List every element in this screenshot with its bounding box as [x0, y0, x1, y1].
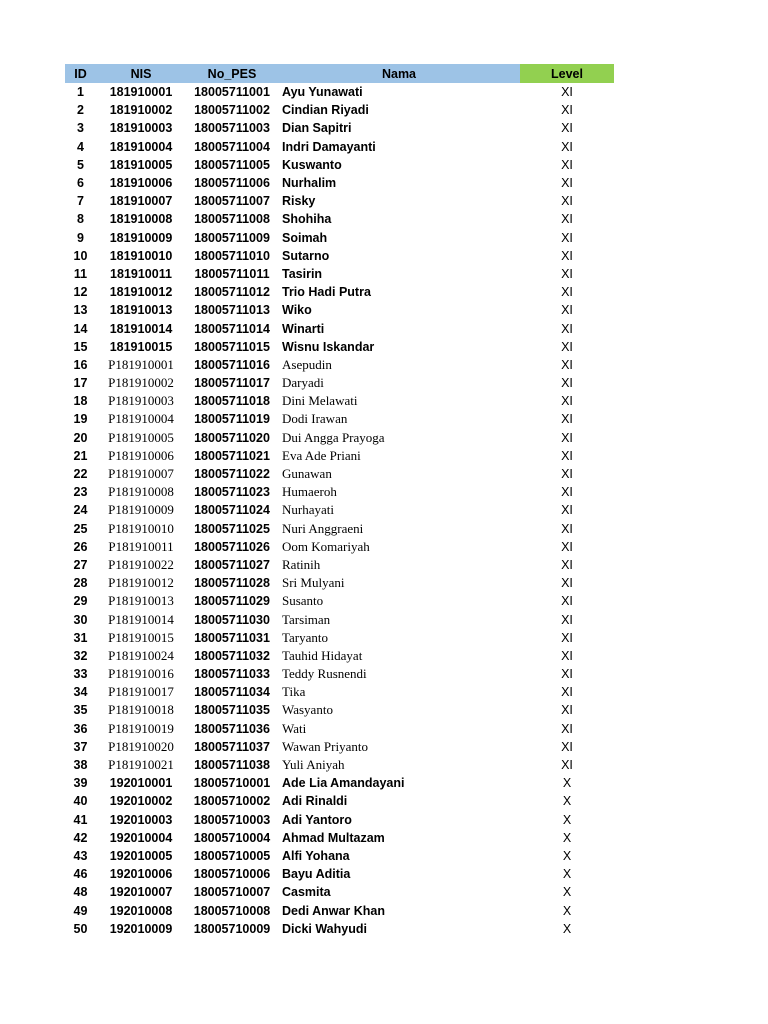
table-row	[65, 447, 614, 465]
cell-nis: P181910024	[108, 647, 174, 663]
cell-no-pes: 18005711037	[194, 739, 270, 754]
header-nis: NIS	[96, 64, 186, 83]
cell-nama: Teddy Rusnendi	[282, 666, 367, 682]
cell-no-pes: 18005710001	[193, 776, 271, 791]
cell-level: XI	[561, 594, 573, 609]
cell-nis: 192010007	[109, 885, 173, 900]
cell-nis: 181910006	[109, 176, 173, 191]
cell-no-pes: 18005711031	[194, 630, 270, 645]
cell-id: 27	[73, 557, 88, 572]
cell-nama: Indri Damayanti	[282, 139, 376, 154]
cell-no-pes: 18005711022	[194, 467, 270, 482]
cell-id: 7	[77, 194, 84, 209]
cell-id: 6	[77, 176, 84, 191]
table-row	[65, 174, 614, 192]
cell-level: XI	[561, 266, 573, 281]
cell-id: 49	[73, 903, 88, 918]
cell-nama: Adi Rinaldi	[282, 794, 348, 809]
cell-nama: Wiko	[282, 303, 312, 318]
cell-level: XI	[561, 357, 573, 372]
cell-nis: 192010003	[109, 812, 173, 827]
table-row	[65, 429, 614, 447]
table-row	[65, 301, 614, 319]
cell-nama: Shohiha	[282, 212, 332, 227]
cell-nama: Dodi Irawan	[282, 411, 348, 427]
table-row	[65, 683, 614, 701]
cell-nis: P181910005	[108, 429, 174, 445]
cell-nis: P181910020	[108, 738, 174, 754]
cell-no-pes: 18005711027	[194, 557, 270, 572]
cell-nama: Risky	[282, 194, 316, 209]
table-row	[65, 229, 614, 247]
cell-nama: Nurhayati	[282, 502, 334, 518]
cell-nis: P181910014	[108, 611, 174, 627]
cell-nama: Asepudin	[282, 356, 332, 372]
cell-level: XI	[561, 467, 573, 482]
cell-id: 9	[77, 230, 84, 245]
table-row	[65, 83, 614, 101]
cell-level: XI	[561, 194, 573, 209]
cell-no-pes: 18005711002	[194, 103, 270, 118]
cell-id: 42	[73, 830, 88, 845]
cell-no-pes: 18005711033	[194, 667, 270, 682]
cell-no-pes: 18005711008	[194, 212, 270, 227]
cell-no-pes: 18005711025	[194, 521, 270, 536]
cell-no-pes: 18005711006	[194, 176, 270, 191]
cell-no-pes: 18005710007	[193, 885, 271, 900]
table-row	[65, 629, 614, 647]
table-row	[65, 901, 614, 919]
cell-no-pes: 18005711023	[194, 485, 270, 500]
cell-level: XI	[561, 103, 573, 118]
cell-no-pes: 18005711013	[194, 303, 270, 318]
table-row	[65, 720, 614, 738]
cell-no-pes: 18005710009	[193, 921, 271, 936]
cell-nis: 181910014	[109, 321, 173, 336]
cell-no-pes: 18005711026	[194, 539, 270, 554]
cell-id: 37	[73, 739, 88, 754]
cell-id: 43	[73, 848, 88, 863]
cell-nis: 181910013	[109, 303, 173, 318]
cell-id: 5	[77, 157, 84, 172]
cell-id: 25	[73, 521, 88, 536]
cell-level: XI	[561, 394, 573, 409]
cell-id: 30	[73, 612, 88, 627]
cell-nama: Yuli Aniyah	[282, 757, 345, 773]
cell-nis: P181910013	[108, 593, 174, 609]
table-row	[65, 119, 614, 137]
cell-no-pes: 18005711029	[194, 594, 270, 609]
cell-nis: P181910001	[108, 356, 174, 372]
cell-level: XI	[561, 485, 573, 500]
cell-id: 17	[73, 376, 88, 391]
cell-nis: P181910022	[108, 556, 174, 572]
cell-level: XI	[561, 85, 573, 100]
table-row	[65, 774, 614, 792]
table-body	[65, 83, 614, 938]
cell-nis: P181910003	[108, 393, 174, 409]
cell-nis: P181910012	[108, 575, 174, 591]
cell-no-pes: 18005711018	[194, 394, 270, 409]
cell-id: 41	[73, 812, 88, 827]
cell-nis: P181910021	[108, 757, 174, 773]
table-row	[65, 556, 614, 574]
cell-level: XI	[561, 739, 573, 754]
cell-id: 10	[73, 248, 88, 263]
cell-level: X	[562, 812, 572, 827]
cell-nama: Tasirin	[282, 266, 323, 281]
cell-id: 21	[73, 448, 88, 463]
cell-nama: Ade Lia Amandayani	[282, 776, 405, 791]
cell-nis: 181910010	[109, 248, 173, 263]
cell-id: 11	[73, 266, 88, 281]
cell-no-pes: 18005711019	[194, 412, 270, 427]
cell-nama: Tauhid Hidayat	[282, 647, 363, 663]
table-row	[65, 811, 614, 829]
cell-no-pes: 18005711015	[194, 339, 270, 354]
cell-level: XI	[561, 339, 573, 354]
cell-nis: 181910008	[109, 212, 173, 227]
table-row	[65, 356, 614, 374]
cell-no-pes: 18005711010	[194, 248, 270, 263]
cell-nis: 181910003	[109, 121, 173, 136]
cell-nis: 181910002	[109, 103, 173, 118]
cell-level: XI	[561, 685, 573, 700]
cell-no-pes: 18005710002	[193, 794, 271, 809]
cell-level: XI	[561, 503, 573, 518]
cell-nama: Dedi Anwar Khan	[282, 903, 386, 918]
table-row	[65, 865, 614, 883]
cell-level: XI	[561, 557, 573, 572]
table-row	[65, 101, 614, 119]
cell-id: 29	[73, 594, 88, 609]
cell-nama: Sutarno	[282, 248, 330, 263]
cell-nis: P181910009	[108, 502, 174, 518]
table-row	[65, 701, 614, 719]
cell-no-pes: 18005711032	[194, 648, 270, 663]
cell-id: 15	[73, 339, 88, 354]
cell-no-pes: 18005711017	[194, 376, 270, 391]
cell-nis: P181910017	[108, 684, 174, 700]
cell-nis: P181910008	[108, 484, 174, 500]
cell-level: XI	[561, 303, 573, 318]
cell-nis: P181910010	[108, 520, 174, 536]
cell-level: XI	[561, 448, 573, 463]
cell-id: 20	[73, 430, 88, 445]
cell-level: XI	[561, 212, 573, 227]
cell-id: 1	[77, 85, 84, 100]
cell-no-pes: 18005710006	[193, 867, 271, 882]
cell-nis: P181910006	[108, 447, 174, 463]
cell-id: 26	[73, 539, 88, 554]
cell-level: XI	[561, 612, 573, 627]
cell-id: 28	[73, 576, 88, 591]
cell-level: X	[562, 776, 572, 791]
cell-nis: 192010006	[109, 867, 173, 882]
cell-nama: Adi Yantoro	[282, 812, 352, 827]
cell-level: XI	[561, 121, 573, 136]
table-row	[65, 247, 614, 265]
table-row	[65, 665, 614, 683]
cell-level: XI	[561, 648, 573, 663]
cell-nama: Tika	[282, 684, 306, 700]
cell-level: XI	[561, 376, 573, 391]
cell-level: XI	[561, 430, 573, 445]
cell-no-pes: 18005710008	[193, 903, 271, 918]
cell-id: 14	[73, 321, 88, 336]
cell-nama: Ayu Yunawati	[282, 85, 363, 100]
cell-nis: 181910012	[109, 285, 173, 300]
cell-id: 18	[73, 394, 88, 409]
cell-no-pes: 18005711005	[194, 157, 270, 172]
cell-nama: Dini Melawati	[282, 393, 358, 409]
cell-nis: P181910004	[108, 411, 174, 427]
cell-nama: Casmita	[282, 885, 331, 900]
table-row	[65, 592, 614, 610]
cell-nis: 181910001	[109, 85, 173, 100]
cell-nama: Ratinih	[282, 556, 321, 572]
cell-nama: Dicki Wahyudi	[282, 921, 367, 936]
table-row	[65, 574, 614, 592]
cell-no-pes: 18005710004	[193, 830, 271, 845]
cell-nama: Ahmad Multazam	[282, 830, 385, 845]
cell-nama: Trio Hadi Putra	[282, 285, 371, 300]
cell-no-pes: 18005711036	[194, 721, 270, 736]
header-no-pes: No_PES	[186, 64, 278, 83]
cell-id: 36	[73, 721, 88, 736]
cell-nama: Taryanto	[282, 629, 329, 645]
cell-level: X	[562, 830, 572, 845]
cell-id: 4	[77, 139, 84, 154]
cell-nis: 181910004	[109, 139, 173, 154]
table-row	[65, 192, 614, 210]
table-row	[65, 792, 614, 810]
cell-nis: P181910011	[108, 538, 174, 554]
cell-nama: Wasyanto	[282, 702, 333, 718]
cell-id: 31	[73, 630, 88, 645]
cell-level: XI	[561, 412, 573, 427]
cell-id: 50	[73, 921, 88, 936]
cell-nama: Humaeroh	[282, 484, 337, 500]
table-row	[65, 374, 614, 392]
cell-id: 33	[73, 667, 88, 682]
cell-no-pes: 18005711038	[194, 758, 270, 773]
cell-nis: 192010004	[109, 830, 173, 845]
table-row	[65, 319, 614, 337]
cell-level: XI	[561, 321, 573, 336]
cell-id: 23	[73, 485, 88, 500]
cell-id: 48	[73, 885, 88, 900]
cell-nama: Nurhalim	[282, 176, 337, 191]
cell-level: XI	[561, 667, 573, 682]
cell-level: XI	[561, 230, 573, 245]
header-row	[65, 64, 614, 83]
cell-id: 24	[73, 503, 88, 518]
cell-nis: P181910018	[108, 702, 174, 718]
cell-no-pes: 18005711007	[194, 194, 270, 209]
cell-nama: Cindian Riyadi	[282, 103, 369, 118]
header-id: ID	[65, 64, 96, 83]
table-row	[65, 392, 614, 410]
cell-nis: 192010001	[109, 776, 173, 791]
table-row	[65, 538, 614, 556]
cell-level: XI	[561, 285, 573, 300]
cell-id: 19	[73, 412, 88, 427]
table-row	[65, 829, 614, 847]
cell-level: X	[562, 885, 572, 900]
cell-nama: Nuri Anggraeni	[282, 520, 364, 536]
cell-level: XI	[561, 721, 573, 736]
cell-nis: 181910005	[109, 157, 173, 172]
cell-no-pes: 18005711016	[194, 357, 270, 372]
cell-id: 39	[73, 776, 88, 791]
table-row	[65, 847, 614, 865]
table-row	[65, 410, 614, 428]
cell-no-pes: 18005711028	[194, 576, 270, 591]
cell-nama: Sri Mulyani	[282, 575, 345, 591]
table-row	[65, 610, 614, 628]
cell-no-pes: 18005710005	[193, 848, 271, 863]
cell-id: 3	[77, 121, 84, 136]
cell-nama: Kuswanto	[282, 157, 342, 172]
cell-id: 2	[77, 103, 84, 118]
cell-level: X	[562, 903, 572, 918]
cell-nis: 181910007	[109, 194, 173, 209]
table-row	[65, 210, 614, 228]
cell-nis: 192010008	[109, 903, 173, 918]
table-row	[65, 156, 614, 174]
cell-nis: 192010005	[109, 848, 173, 863]
cell-id: 46	[73, 867, 88, 882]
table-row	[65, 520, 614, 538]
cell-nis: P181910016	[108, 666, 174, 682]
cell-level: X	[562, 867, 572, 882]
cell-nama: Gunawan	[282, 466, 332, 482]
cell-level: X	[562, 921, 572, 936]
cell-level: XI	[561, 576, 573, 591]
cell-id: 32	[73, 648, 88, 663]
cell-id: 38	[73, 758, 88, 773]
cell-no-pes: 18005711004	[194, 139, 270, 154]
cell-nama: Dian Sapitri	[282, 121, 352, 136]
cell-no-pes: 18005711011	[194, 266, 270, 281]
cell-no-pes: 18005711024	[194, 503, 270, 518]
cell-level: XI	[561, 139, 573, 154]
cell-nis: P181910007	[108, 466, 174, 482]
table-row	[65, 483, 614, 501]
cell-nama: Alfi Yohana	[282, 848, 350, 863]
cell-id: 12	[73, 285, 88, 300]
cell-nis: P181910002	[108, 375, 174, 391]
cell-nis: 192010002	[109, 794, 173, 809]
table-row	[65, 138, 614, 156]
cell-level: XI	[561, 176, 573, 191]
cell-nama: Eva Ade Priani	[282, 447, 361, 463]
cell-nis: 192010009	[109, 921, 173, 936]
cell-level: XI	[561, 521, 573, 536]
header-nama: Nama	[278, 64, 520, 83]
cell-level: X	[562, 794, 572, 809]
cell-nama: Soimah	[282, 230, 328, 245]
cell-id: 22	[73, 467, 88, 482]
cell-level: XI	[561, 539, 573, 554]
cell-level: XI	[561, 157, 573, 172]
table-row	[65, 501, 614, 519]
table-row	[65, 738, 614, 756]
cell-no-pes: 18005710003	[193, 812, 271, 827]
cell-id: 13	[73, 303, 88, 318]
cell-nis: 181910009	[109, 230, 173, 245]
cell-level: XI	[561, 248, 573, 263]
cell-nama: Winarti	[282, 321, 325, 336]
cell-no-pes: 18005711035	[194, 703, 270, 718]
cell-nama: Daryadi	[282, 375, 324, 391]
cell-id: 34	[73, 685, 88, 700]
table-row	[65, 920, 614, 938]
cell-id: 16	[73, 357, 88, 372]
cell-id: 8	[77, 212, 84, 227]
cell-nama: Dui Angga Prayoga	[282, 429, 385, 445]
cell-nama: Wisnu Iskandar	[282, 339, 375, 354]
cell-level: XI	[561, 703, 573, 718]
cell-nis: 181910015	[109, 339, 173, 354]
cell-no-pes: 18005711014	[194, 321, 270, 336]
cell-no-pes: 18005711009	[194, 230, 270, 245]
table-row	[65, 647, 614, 665]
cell-no-pes: 18005711003	[194, 121, 270, 136]
cell-id: 40	[73, 794, 88, 809]
table-row	[65, 883, 614, 901]
header-level: Level	[520, 64, 614, 83]
cell-no-pes: 18005711001	[194, 85, 270, 100]
cell-nama: Bayu Aditia	[282, 867, 351, 882]
cell-nama: Oom Komariyah	[282, 538, 370, 554]
cell-level: X	[562, 848, 572, 863]
table-row	[65, 265, 614, 283]
student-table	[65, 64, 614, 938]
cell-id: 35	[73, 703, 88, 718]
cell-level: XI	[561, 630, 573, 645]
cell-nis: P181910015	[108, 629, 174, 645]
cell-nama: Tarsiman	[282, 611, 331, 627]
table-row	[65, 756, 614, 774]
cell-no-pes: 18005711021	[194, 448, 270, 463]
cell-no-pes: 18005711012	[194, 285, 270, 300]
cell-level: XI	[561, 758, 573, 773]
table-row	[65, 465, 614, 483]
cell-nis: P181910019	[108, 720, 174, 736]
cell-no-pes: 18005711030	[194, 612, 270, 627]
cell-nama: Susanto	[282, 593, 324, 609]
cell-nis: 181910011	[110, 266, 172, 281]
cell-nama: Wati	[282, 720, 307, 736]
cell-nama: Wawan Priyanto	[282, 738, 368, 754]
cell-no-pes: 18005711020	[194, 430, 270, 445]
table-row	[65, 283, 614, 301]
cell-no-pes: 18005711034	[194, 685, 270, 700]
table-row	[65, 338, 614, 356]
